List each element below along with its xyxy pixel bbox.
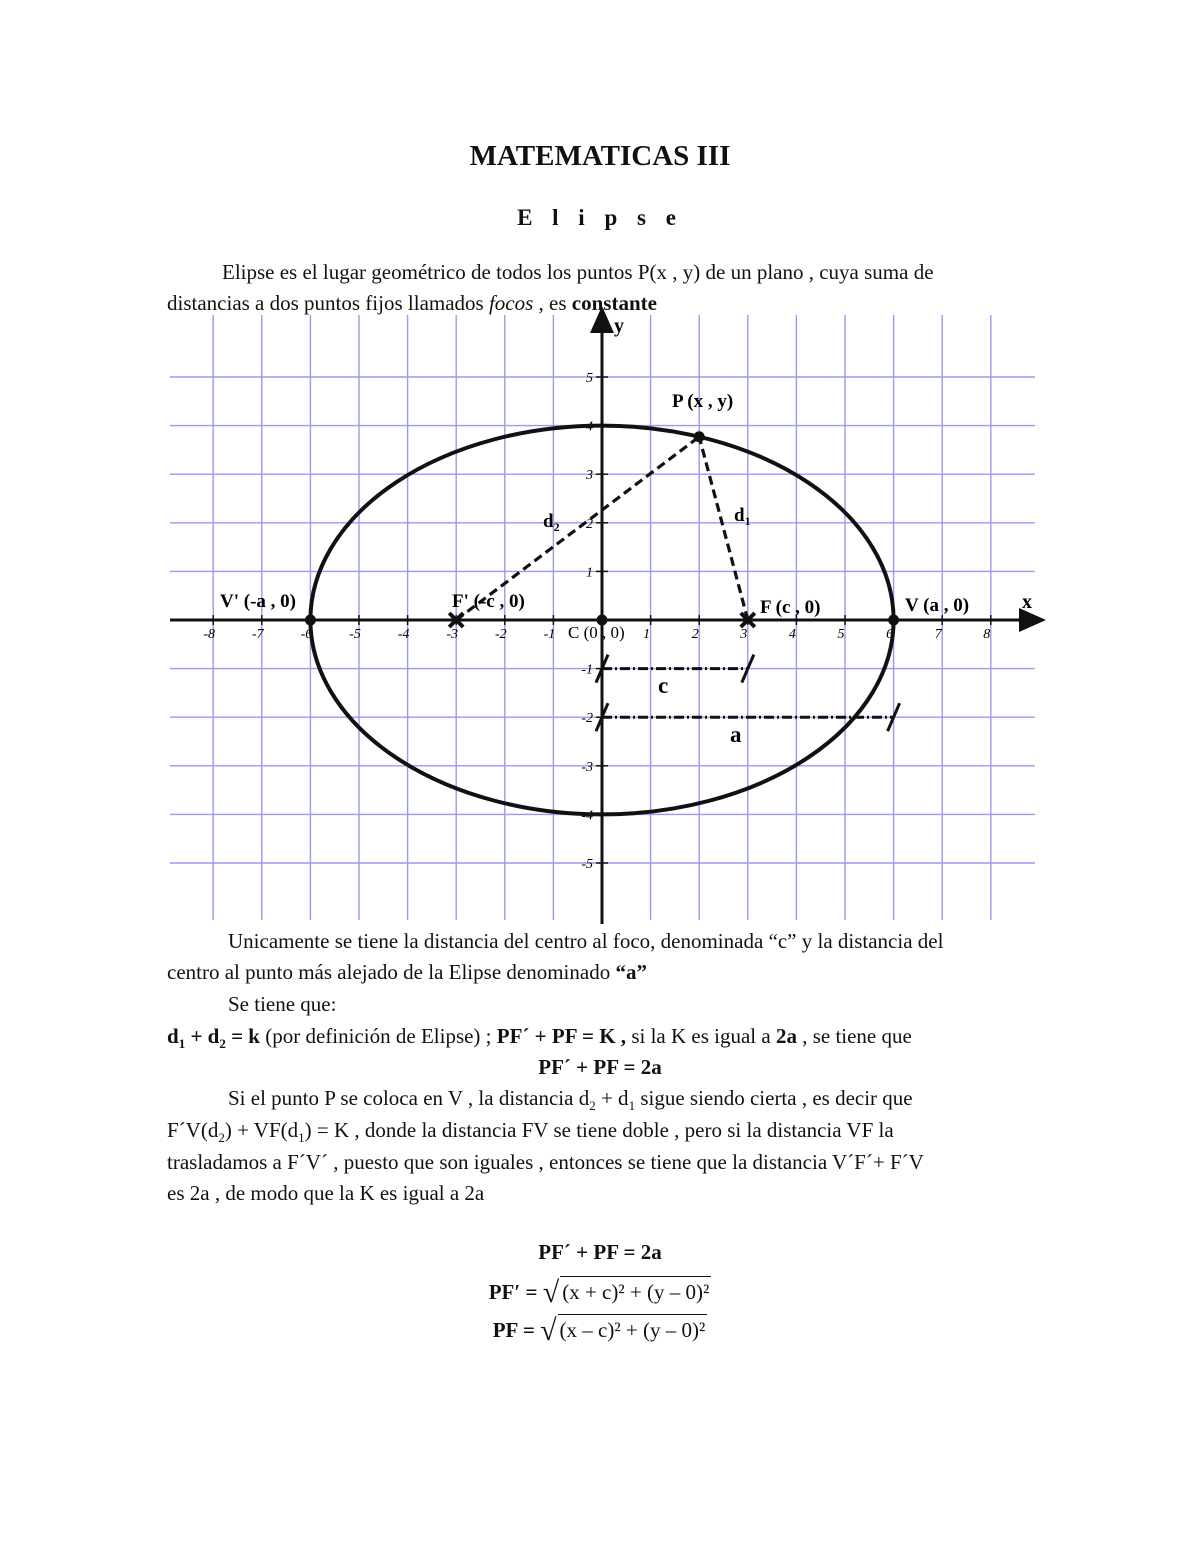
def-pf: PF´ + PF = K , [496, 1024, 627, 1048]
label-v: V (a , 0) [905, 595, 970, 616]
body-p1-line-2 [167, 957, 647, 987]
x-tick-label: 1 [643, 627, 651, 642]
def-d1: $d_1 + d_2 = k$ [167, 1024, 260, 1052]
point-v-prime [305, 615, 316, 626]
equation-4: PF = √ (x – c)² + (y – 0)² [492, 1314, 706, 1347]
intro-text: distancias a dos puntos fijos llamados [167, 291, 489, 315]
label-a-length: a [730, 722, 742, 747]
label-f-prime: F' (-c , 0) [452, 591, 525, 612]
def-si: si la K es igual a [626, 1024, 776, 1048]
def-por: (por definición de Elipse) ; [260, 1024, 497, 1048]
se-tiene-line: Se tiene que: [228, 992, 337, 1016]
y-tick-label: -5 [581, 857, 593, 872]
y-tick-label: -2 [581, 711, 593, 727]
intro-line-1: Elipse es el lugar geométrico de todos los puntos P(x , y) de un plano , cuya suma de [222, 260, 934, 284]
section-subtitle: E l i p s e [517, 205, 683, 230]
y-tick-label: 4 [586, 419, 593, 435]
y-axis-label: y [614, 315, 624, 337]
body-p2-line-3: trasladamos a F´V´ , puesto que son iguales , entonces se tiene que la distancia V´F´+ F´V [167, 1150, 924, 1174]
x-tick-label: -4 [397, 627, 410, 642]
x-tick-label: -7 [251, 627, 264, 642]
x-tick-label: -8 [203, 627, 216, 642]
focos-term: focos [488, 291, 534, 315]
y-tick-label: -1 [581, 662, 593, 678]
x-tick-label: 7 [934, 627, 942, 642]
y-tick-label: -3 [581, 759, 593, 775]
y-tick-label: 5 [586, 371, 593, 386]
x-tick-label: 6 [886, 627, 894, 642]
equation-1: PF´ + PF = 2a [538, 1055, 662, 1079]
label-v-prime: V' (-a , 0) [220, 591, 296, 612]
x-tick-label: -6 [300, 627, 313, 642]
x-tick-label: 5 [837, 627, 845, 642]
y-tick-label: 2 [586, 516, 593, 532]
x-axis-label: x [1022, 591, 1032, 613]
label-d1: $d_1$ [734, 505, 751, 528]
body-p2-line-1: Si el punto P se coloca en V , la distancia $d_2 + d_1$ sigue siendo cierta , es decir que [228, 1086, 913, 1114]
def-2a: 2a [775, 1024, 797, 1048]
constante-term: constante [571, 291, 657, 315]
intro-text-2: , es [533, 291, 572, 315]
a-quote: “a” [615, 960, 647, 984]
body-p2-line-4: es 2a , de modo que la K es igual a 2a [167, 1181, 485, 1205]
body-p1-line-1: Unicamente se tiene la distancia del centro al foco, denominada “c” y la distancia del [228, 929, 944, 953]
label-d2: $d_2$ [543, 511, 560, 534]
d1-segment [699, 437, 748, 620]
p1-text: centro al punto más alejado de la Elipse denominado [167, 960, 616, 984]
body-p2-line-2: $F´V(d_2) + VF(d_1) = K$ , donde la distancia FV se tiene doble , pero si la distancia VF la [167, 1118, 894, 1146]
x-tick-label: -1 [543, 627, 556, 642]
y-tick-label: 3 [586, 468, 593, 484]
equation-3: PF′ = √ (x + c)² + (y – 0)² [488, 1276, 710, 1309]
label-p: P (x , y) [672, 391, 734, 412]
point-p [694, 431, 705, 442]
label-c-center: C (0 , 0) [568, 623, 625, 642]
label-f: F (c , 0) [760, 597, 821, 618]
label-c-length: c [658, 673, 669, 698]
page-title: MATEMATICAS III [469, 140, 731, 172]
point-v [888, 615, 899, 626]
x-tick-label: 2 [691, 627, 699, 642]
y-tick-label: 1 [586, 565, 593, 581]
y-tick-label: -4 [581, 808, 593, 824]
def-end: , se tiene que [796, 1024, 912, 1048]
x-tick-label: 3 [740, 627, 748, 642]
x-tick-label: 4 [788, 627, 796, 642]
x-tick-label: -2 [494, 627, 507, 642]
x-tick-label: 8 [983, 627, 991, 642]
x-tick-label: -5 [349, 627, 361, 642]
equation-2: PF´ + PF = 2a [538, 1240, 662, 1264]
x-tick-label: -3 [446, 627, 459, 642]
